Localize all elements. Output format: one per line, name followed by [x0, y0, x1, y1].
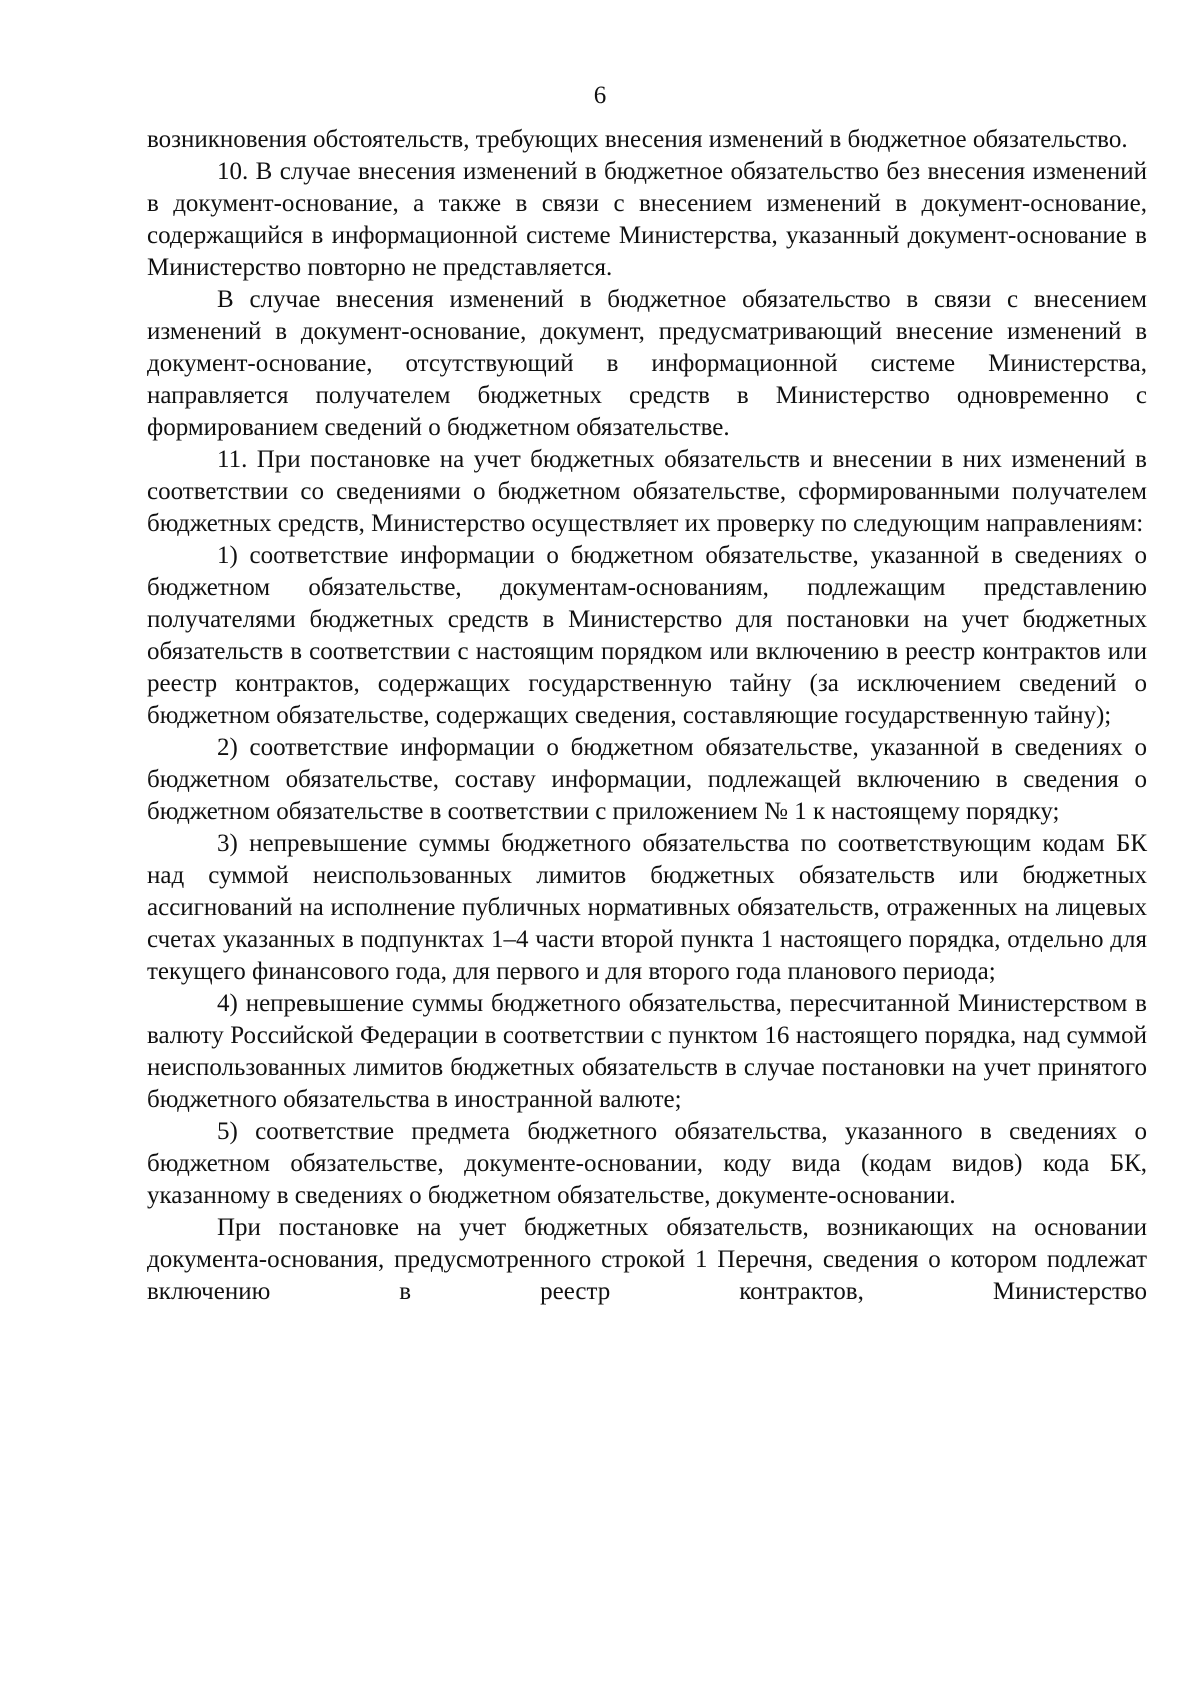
- paragraph-closing: При постановке на учет бюджетных обязательств, возникающих на основании документа-основания, предусмотренного строкой 1 Перечня, сведения о котором подлежат включению в реестр контрактов, Министерство: [147, 1214, 1147, 1305]
- page-number: 6: [593, 82, 607, 109]
- paragraph-item-11: 11. При постановке на учет бюджетных обязательств и внесении в них изменений в соответствии со сведениями о бюджетном обязательстве, сформированными получателем бюджетных средств, Министерство осуществляет их проверку по следующим направлениям:: [147, 446, 1147, 537]
- list-item-3: 3) непревышение суммы бюджетного обязательства по соответствующим кодам БК над суммой неиспользованных лимитов бюджетных обязательств или бюджетных ассигнований на исполнение публичных нормативных обязательств, отраженных на лицевых счетах указанных в подпунктах 1–4 части второй пункта 1 настоящего порядка, отдельно для текущего финансового года, для первого и для второго года планового периода;: [147, 830, 1147, 985]
- paragraph-item-10: 10. В случае внесения изменений в бюджетное обязательство без внесения изменений в документ-основание, а также в связи с внесением изменений в документ-основание, содержащийся в информационной системе Министерства, указанный документ-основание в Министерство повторно не представляется.: [147, 158, 1147, 281]
- list-item-5: 5) соответствие предмета бюджетного обязательства, указанного в сведениях о бюджетном обязательстве, документе-основании, коду вида (кодам видов) кода БК, указанному в сведениях о бюджетном обязательстве, документе-основании.: [147, 1118, 1147, 1209]
- paragraph-item-10-second: В случае внесения изменений в бюджетное обязательство в связи с внесением изменений в документ-основание, документ, предусматривающий внесение изменений в документ-основание, отсутствующий в информационной системе Министерства, направляется получателем бюджетных средств в Министерство одновременно с формированием сведений о бюджетном обязательстве.: [147, 286, 1147, 441]
- list-item-2: 2) соответствие информации о бюджетном обязательстве, указанной в сведениях о бюджетном обязательстве, составу информации, подлежащей включению в сведения о бюджетном обязательстве в соответствии с приложением № 1 к настоящему порядку;: [147, 734, 1147, 825]
- document-body: [147, 124, 1147, 1308]
- paragraph-continuation: возникновения обстоятельств, требующих внесения изменений в бюджетное обязательство.: [147, 126, 1128, 153]
- list-item-4: 4) непревышение суммы бюджетного обязательства, пересчитанной Министерством в валюту Российской Федерации в соответствии с пунктом 16 настоящего порядка, над суммой неиспользованных лимитов бюджетных обязательств в случае постановки на учет принятого бюджетного обязательства в иностранной валюте;: [147, 990, 1147, 1113]
- list-item-1: 1) соответствие информации о бюджетном обязательстве, указанной в сведениях о бюджетном обязательстве, документам-основаниям, подлежащим представлению получателями бюджетных средств в Министерство для постановки на учет бюджетных обязательств в соответствии с настоящим порядком или включению в реестр контрактов или реестр контрактов, содержащих государственную тайну (за исключением сведений о бюджетном обязательстве, содержащих сведения, составляющие государственную тайну);: [147, 542, 1147, 729]
